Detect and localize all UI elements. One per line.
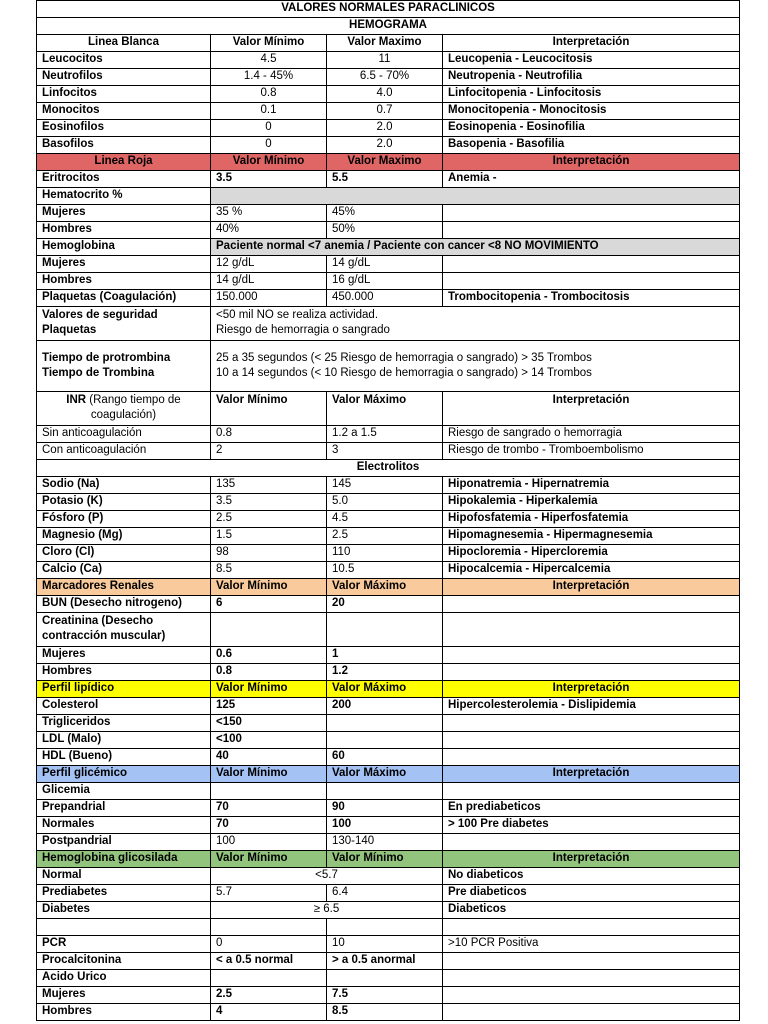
interp-cell: Riesgo de trombo - Tromboembolismo	[443, 443, 740, 460]
table-row	[37, 205, 740, 222]
table-row	[37, 528, 740, 545]
header-cell: Valor Mínimo	[211, 579, 327, 596]
header-row-glicosilada	[37, 851, 740, 868]
interp-cell	[443, 732, 740, 749]
param-cell: Trigliceridos	[37, 715, 211, 732]
min-cell: 4	[211, 1004, 327, 1021]
section-hemograma: HEMOGRAMA	[37, 18, 740, 35]
interp-cell: Monocitopenia - Monocitosis	[443, 103, 740, 120]
max-cell: 90	[327, 800, 443, 817]
title-row	[37, 1, 740, 18]
seguridad-text-2: Riesgo de hemorragia o sangrado	[216, 324, 390, 336]
interp-cell: >10 PCR Positiva	[443, 936, 740, 953]
min-cell: 5.7	[211, 885, 327, 902]
min-cell: 0	[211, 936, 327, 953]
table-row	[37, 868, 740, 885]
max-cell: 2.0	[327, 120, 443, 137]
table-row	[37, 290, 740, 307]
header-cell: Valor Mínimo	[211, 154, 327, 171]
section-row	[37, 460, 740, 477]
min-cell: 4.5	[211, 52, 327, 69]
interp-cell: Anemia -	[443, 171, 740, 188]
empty-cell	[443, 647, 740, 664]
empty-cell	[443, 919, 740, 936]
table-row	[37, 103, 740, 120]
param-cell: Mujeres	[37, 987, 211, 1004]
table-row	[37, 86, 740, 103]
min-cell: 0.8	[211, 426, 327, 443]
param-cell: Glicemia	[37, 783, 211, 800]
max-cell: 8.5	[327, 1004, 443, 1021]
max-cell: 2.0	[327, 137, 443, 154]
seguridad-text-1: <50 mil NO se realiza actividad.	[216, 309, 379, 321]
hemoglobina-note: Paciente normal <7 anemia / Paciente con cancer <8 NO MOVIMIENTO	[211, 239, 740, 256]
max-cell: 3	[327, 443, 443, 460]
header-cell: Interpretación	[443, 579, 740, 596]
max-cell: 130-140	[327, 834, 443, 851]
min-cell: 0.1	[211, 103, 327, 120]
max-cell: 6.5 - 70%	[327, 69, 443, 86]
header-row-glicemico	[37, 766, 740, 783]
param-cell: HDL (Bueno)	[37, 749, 211, 766]
min-cell: 40	[211, 749, 327, 766]
max-cell: 4.0	[327, 86, 443, 103]
table-row	[37, 749, 740, 766]
max-cell: 16 g/dL	[327, 273, 443, 290]
param-cell: Procalcitonina	[37, 953, 211, 970]
min-cell: 1.4 - 45%	[211, 69, 327, 86]
interp-cell: Leucopenia - Leucocitosis	[443, 52, 740, 69]
interp-cell: Diabeticos	[443, 902, 740, 919]
table-row	[37, 171, 740, 188]
table-row	[37, 137, 740, 154]
table-row	[37, 494, 740, 511]
min-cell: 0.8	[211, 86, 327, 103]
param-cell: Fósforo (P)	[37, 511, 211, 528]
range-cell: <5.7	[211, 868, 443, 885]
param-cell: Hombres	[37, 1004, 211, 1021]
header-cell: Valor Máximo	[327, 392, 443, 426]
min-cell: 70	[211, 800, 327, 817]
param-cell: Plaquetas (Coagulación)	[37, 290, 211, 307]
table-row	[37, 783, 740, 800]
table-row	[37, 273, 740, 290]
header-cell: Valor Mínimo	[211, 681, 327, 698]
table-row	[37, 120, 740, 137]
interp-cell	[443, 1004, 740, 1021]
header-cell: Valor Máximo	[327, 681, 443, 698]
max-cell: 14 g/dL	[327, 256, 443, 273]
header-cell: Linea Roja	[37, 154, 211, 171]
min-cell: 6	[211, 596, 327, 613]
min-cell: 2	[211, 443, 327, 460]
max-cell: 1	[327, 647, 443, 664]
table-row	[37, 307, 740, 341]
interp-cell: No diabeticos	[443, 868, 740, 885]
table-row	[37, 715, 740, 732]
table-row	[37, 613, 740, 647]
param-cell: Magnesio (Mg)	[37, 528, 211, 545]
empty-cell	[211, 919, 327, 936]
max-cell: 60	[327, 749, 443, 766]
table-row	[37, 222, 740, 239]
empty-cell	[443, 783, 740, 800]
max-cell: 200	[327, 698, 443, 715]
min-cell: 0	[211, 120, 327, 137]
param-cell: Prediabetes	[37, 885, 211, 902]
param-cell: Eritrocitos	[37, 171, 211, 188]
tiempo-note	[211, 341, 740, 392]
document-title: VALORES NORMALES PARACLINICOS	[37, 1, 740, 18]
table-row	[37, 919, 740, 936]
min-cell: 2.5	[211, 987, 327, 1004]
range-cell: ≥ 6.5	[211, 902, 443, 919]
max-cell: 6.4	[327, 885, 443, 902]
table-row	[37, 902, 740, 919]
min-cell: 2.5	[211, 511, 327, 528]
table-row	[37, 477, 740, 494]
inr-label-bold: INR	[66, 394, 87, 406]
max-cell: 45%	[327, 205, 443, 222]
table-row	[37, 256, 740, 273]
max-cell: 10.5	[327, 562, 443, 579]
table-row	[37, 817, 740, 834]
min-cell	[211, 970, 327, 987]
interp-cell	[443, 987, 740, 1004]
seguridad-label-2: Plaquetas	[42, 324, 97, 336]
header-row-renales	[37, 579, 740, 596]
param-cell: Hemoglobina	[37, 239, 211, 256]
max-cell: 0.7	[327, 103, 443, 120]
empty-cell	[327, 613, 443, 647]
param-cell	[37, 307, 211, 341]
param-cell: Prepandrial	[37, 800, 211, 817]
max-cell	[327, 970, 443, 987]
header-cell: Interpretación	[443, 681, 740, 698]
max-cell: 1.2 a 1.5	[327, 426, 443, 443]
inr-label	[37, 392, 211, 426]
header-cell: Interpretación	[443, 766, 740, 783]
table-row	[37, 1004, 740, 1021]
header-row-linea-blanca	[37, 35, 740, 52]
interp-cell	[443, 953, 740, 970]
empty-cell	[443, 205, 740, 222]
interp-cell: Hipocalcemia - Hipercalcemia	[443, 562, 740, 579]
empty-cell	[443, 596, 740, 613]
table-row	[37, 69, 740, 86]
header-cell: Interpretación	[443, 851, 740, 868]
param-cell: Monocitos	[37, 103, 211, 120]
interp-cell: Hipercolesterolemia - Dislipidemia	[443, 698, 740, 715]
min-cell: 35 %	[211, 205, 327, 222]
interp-cell: Neutropenia - Neutrofilia	[443, 69, 740, 86]
empty-cell	[443, 273, 740, 290]
header-cell: Marcadores Renales	[37, 579, 211, 596]
param-cell: Mujeres	[37, 647, 211, 664]
max-cell: 5.5	[327, 171, 443, 188]
lab-values-table	[36, 0, 740, 1021]
max-cell: 110	[327, 545, 443, 562]
param-cell: Postpandrial	[37, 834, 211, 851]
table-row	[37, 698, 740, 715]
min-cell: 150.000	[211, 290, 327, 307]
header-cell: Valor Maximo	[327, 154, 443, 171]
empty-cell	[443, 664, 740, 681]
interp-cell: Linfocitopenia - Linfocitosis	[443, 86, 740, 103]
param-cell: LDL (Malo)	[37, 732, 211, 749]
header-cell: Valor Mínimo	[211, 35, 327, 52]
param-cell: Hombres	[37, 273, 211, 290]
min-cell: 100	[211, 834, 327, 851]
table-row	[37, 936, 740, 953]
header-cell: Perfil glicémico	[37, 766, 211, 783]
min-cell: 0	[211, 137, 327, 154]
table-row	[37, 239, 740, 256]
param-cell: Cloro (Cl)	[37, 545, 211, 562]
header-cell: Valor Mínimo	[211, 392, 327, 426]
param-cell: PCR	[37, 936, 211, 953]
header-cell: Interpretación	[443, 154, 740, 171]
max-cell	[327, 732, 443, 749]
section-row	[37, 18, 740, 35]
table-row	[37, 426, 740, 443]
max-cell: 100	[327, 817, 443, 834]
empty-cell	[211, 783, 327, 800]
header-cell: Valor Mínimo	[211, 851, 327, 868]
max-cell: 145	[327, 477, 443, 494]
max-cell: 10	[327, 936, 443, 953]
empty-cell	[327, 783, 443, 800]
interp-cell: Riesgo de sangrado o hemorragia	[443, 426, 740, 443]
header-cell: Linea Blanca	[37, 35, 211, 52]
header-cell: Valor Maximo	[327, 35, 443, 52]
param-cell	[37, 341, 211, 392]
empty-cell	[443, 613, 740, 647]
param-cell: Calcio (Ca)	[37, 562, 211, 579]
interp-cell	[443, 715, 740, 732]
tiempo-label-2: Tiempo de Trombina	[42, 367, 155, 379]
header-row-linea-roja	[37, 154, 740, 171]
table-row	[37, 664, 740, 681]
table-row	[37, 52, 740, 69]
min-cell: <100	[211, 732, 327, 749]
table-row	[37, 970, 740, 987]
header-cell: Valor Máximo	[327, 579, 443, 596]
empty-cell	[443, 256, 740, 273]
min-cell: 8.5	[211, 562, 327, 579]
interp-cell: Basopenia - Basofilia	[443, 137, 740, 154]
max-cell	[327, 715, 443, 732]
max-cell: 2.5	[327, 528, 443, 545]
interp-cell: Hipokalemia - Hiperkalemia	[443, 494, 740, 511]
interp-cell: Hipocloremia - Hipercloremia	[443, 545, 740, 562]
min-cell: 135	[211, 477, 327, 494]
min-cell: 3.5	[211, 171, 327, 188]
min-cell: 40%	[211, 222, 327, 239]
table-row	[37, 596, 740, 613]
param-cell: Sodio (Na)	[37, 477, 211, 494]
param-cell: Sin anticoagulación	[37, 426, 211, 443]
param-cell: Linfocitos	[37, 86, 211, 103]
header-cell: Valor Mínimo	[327, 851, 443, 868]
max-cell: > a 0.5 anormal	[327, 953, 443, 970]
table-row	[37, 800, 740, 817]
param-cell: Hombres	[37, 664, 211, 681]
empty-cell	[327, 919, 443, 936]
param-cell: Eosinofilos	[37, 120, 211, 137]
min-cell: 98	[211, 545, 327, 562]
param-cell: Hombres	[37, 222, 211, 239]
interp-cell: Hipomagnesemia - Hipermagnesemia	[443, 528, 740, 545]
table-row	[37, 545, 740, 562]
header-cell: Perfil lipídico	[37, 681, 211, 698]
param-cell: Creatinina (Desecho contracción muscular)	[37, 613, 211, 647]
section-electrolitos: Electrolitos	[37, 460, 740, 477]
table-row	[37, 834, 740, 851]
param-cell: Acido Urico	[37, 970, 211, 987]
interp-cell: > 100 Pre diabetes	[443, 817, 740, 834]
min-cell: 0.8	[211, 664, 327, 681]
interp-cell	[443, 970, 740, 987]
empty-cell	[37, 919, 211, 936]
table-row	[37, 443, 740, 460]
header-row-lipidico	[37, 681, 740, 698]
table-row	[37, 885, 740, 902]
seguridad-note	[211, 307, 740, 341]
param-cell: Normales	[37, 817, 211, 834]
min-cell: 12 g/dL	[211, 256, 327, 273]
param-cell: Potasio (K)	[37, 494, 211, 511]
max-cell: 1.2	[327, 664, 443, 681]
min-cell: 70	[211, 817, 327, 834]
inr-label-rest: (Rango tiempo de coagulación)	[86, 394, 181, 421]
min-cell: 1.5	[211, 528, 327, 545]
table-row	[37, 953, 740, 970]
min-cell: 125	[211, 698, 327, 715]
max-cell: 11	[327, 52, 443, 69]
param-cell: Mujeres	[37, 205, 211, 222]
table-row	[37, 732, 740, 749]
interp-cell	[443, 834, 740, 851]
interp-cell	[443, 749, 740, 766]
header-cell: Valor Máximo	[327, 766, 443, 783]
table-row	[37, 562, 740, 579]
interp-cell: Trombocitopenia - Trombocitosis	[443, 290, 740, 307]
param-cell: Mujeres	[37, 256, 211, 273]
param-cell: Leucocitos	[37, 52, 211, 69]
max-cell: 50%	[327, 222, 443, 239]
table-row	[37, 987, 740, 1004]
max-cell: 7.5	[327, 987, 443, 1004]
max-cell: 20	[327, 596, 443, 613]
param-cell: Con anticoagulación	[37, 443, 211, 460]
tiempo-label-1: Tiempo de protrombina	[42, 352, 171, 364]
param-cell: Diabetes	[37, 902, 211, 919]
interp-cell: Pre diabeticos	[443, 885, 740, 902]
min-cell: 14 g/dL	[211, 273, 327, 290]
header-row-inr	[37, 392, 740, 426]
header-cell: Interpretación	[443, 35, 740, 52]
interp-cell: Hipofosfatemia - Hiperfosfatemia	[443, 511, 740, 528]
seguridad-label-1: Valores de seguridad	[42, 309, 158, 321]
table-row	[37, 341, 740, 392]
param-cell: Colesterol	[37, 698, 211, 715]
param-cell: Hematocrito %	[37, 188, 211, 205]
max-cell: 450.000	[327, 290, 443, 307]
min-cell: 3.5	[211, 494, 327, 511]
header-cell: Valor Mínimo	[211, 766, 327, 783]
param-cell: Basofilos	[37, 137, 211, 154]
param-cell: BUN (Desecho nitrogeno)	[37, 596, 211, 613]
header-cell: Interpretación	[443, 392, 740, 426]
min-cell: <150	[211, 715, 327, 732]
interp-cell: Hiponatremia - Hipernatremia	[443, 477, 740, 494]
table-row	[37, 647, 740, 664]
empty-cell	[211, 188, 740, 205]
max-cell: 4.5	[327, 511, 443, 528]
table-row	[37, 188, 740, 205]
empty-cell	[211, 613, 327, 647]
tiempo-text-2: 10 a 14 segundos (< 10 Riesgo de hemorragia o sangrado) > 14 Trombos	[216, 367, 592, 379]
tiempo-text-1: 25 a 35 segundos (< 25 Riesgo de hemorragia o sangrado) > 35 Trombos	[216, 352, 592, 364]
min-cell: < a 0.5 normal	[211, 953, 327, 970]
empty-cell	[443, 222, 740, 239]
param-cell: Neutrofilos	[37, 69, 211, 86]
interp-cell: En prediabeticos	[443, 800, 740, 817]
interp-cell: Eosinopenia - Eosinofilia	[443, 120, 740, 137]
table-row	[37, 511, 740, 528]
min-cell: 0.6	[211, 647, 327, 664]
max-cell: 5.0	[327, 494, 443, 511]
param-cell: Normal	[37, 868, 211, 885]
header-cell: Hemoglobina glicosilada	[37, 851, 211, 868]
